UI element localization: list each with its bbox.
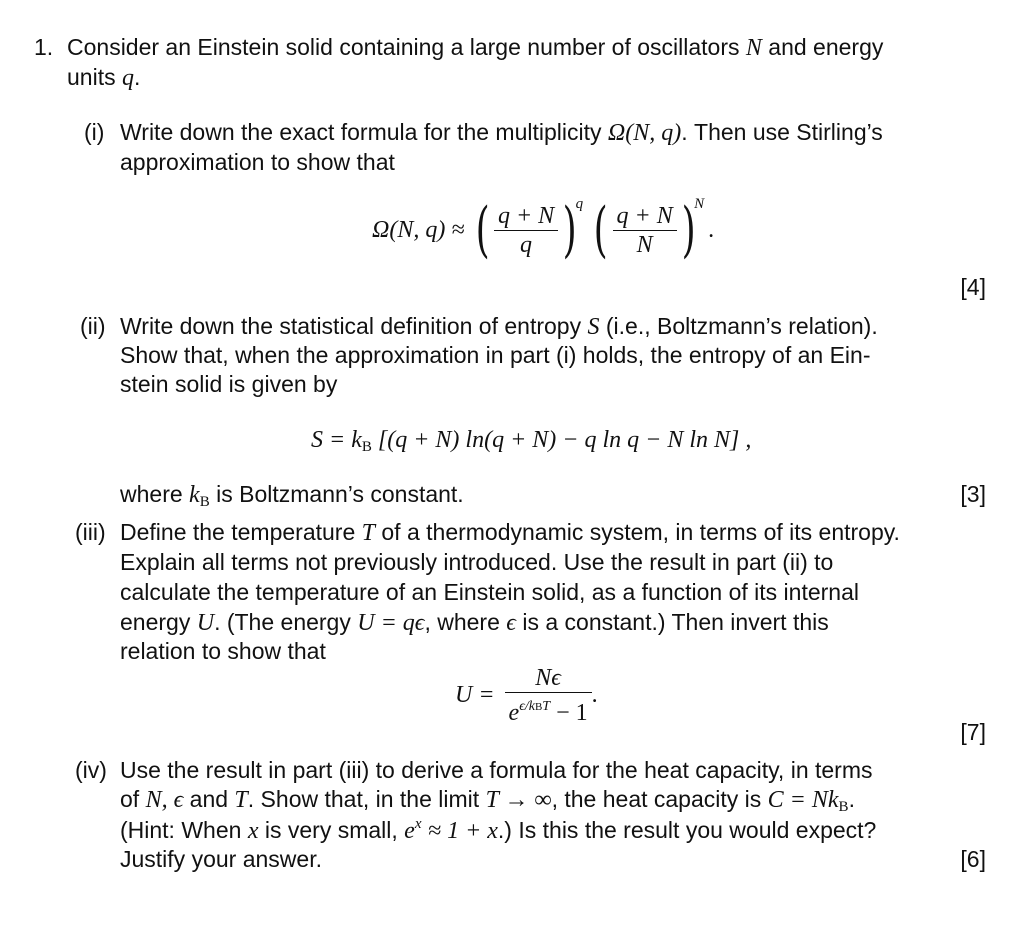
- text-span: . Then use Stirling’s: [681, 119, 883, 145]
- part-iii-line2: Explain all terms not previously introduced. Use the result in part (ii) to: [120, 549, 834, 575]
- math-U-eq: U = qϵ: [357, 610, 425, 636]
- text-span: and: [189, 786, 229, 812]
- var-x: x: [247, 818, 259, 844]
- text-span: Write down the statistical definition of entropy: [120, 313, 582, 339]
- part-i-label: (i): [84, 119, 105, 145]
- vars-N-epsilon: N, ϵ: [145, 787, 184, 813]
- text-span: Write down the exact formula for the multiplicity: [120, 119, 602, 145]
- text-span: Consider an Einstein solid containing a large number of oscillators: [67, 34, 740, 60]
- part-iii-line4: [120, 609, 829, 637]
- text-span: (i.e., Boltzmann’s relation).: [605, 313, 878, 339]
- var-N: N: [745, 35, 762, 61]
- text-span: is very small,: [264, 817, 398, 843]
- question-intro-line2: [67, 64, 140, 92]
- part-iv-label: (iv): [75, 757, 107, 783]
- text-span: .: [133, 64, 141, 90]
- exp-text: ϵ/k: [519, 699, 535, 714]
- frac1-den: q: [520, 231, 533, 258]
- frac2-den: N: [636, 231, 653, 258]
- part-iv-line4: Justify your answer.: [120, 846, 322, 872]
- eq-part-b: [(q + N) ln(q + N) − q ln q − N ln N] ,: [377, 427, 752, 453]
- part-ii-line2: Show that, when the approximation in part (i) holds, the entropy of an Ein-: [120, 342, 871, 368]
- text-span: units: [67, 64, 116, 90]
- part-ii-marks: [3]: [960, 481, 986, 507]
- var-epsilon: ϵ: [506, 610, 516, 636]
- part-iv-line3: [120, 816, 876, 845]
- frac2-num: q + N: [613, 202, 677, 231]
- left-paren: (: [593, 195, 608, 266]
- math-multiplicity: Ω(N, q): [607, 120, 682, 146]
- eq-part-a: S = k: [311, 427, 362, 453]
- exponent-1: q: [575, 196, 584, 212]
- part-iii-label: (iii): [75, 519, 106, 545]
- part-i-marks: [4]: [960, 274, 986, 300]
- exponent-2: N: [694, 196, 705, 212]
- exp-T: T: [542, 699, 551, 714]
- math-approx: ≈ 1 + x: [427, 818, 498, 844]
- text-span: , the heat capacity is: [551, 786, 762, 812]
- text-span: Define the temperature: [120, 519, 356, 545]
- text-span: . (The energy: [214, 609, 351, 635]
- fraction-1: [494, 202, 558, 259]
- part-ii-label: (ii): [80, 313, 106, 339]
- eq-sub-B: B: [361, 439, 372, 455]
- text-span: . Show that, in the limit: [247, 786, 480, 812]
- part-ii-line1: [120, 313, 878, 341]
- text-span: .) Is this the result you would expect?: [497, 817, 877, 843]
- part-iv-line2: [120, 786, 855, 816]
- math-limit: T → ∞: [485, 787, 552, 813]
- text-span: energy: [120, 609, 191, 635]
- math-exp-x: x: [414, 816, 422, 832]
- text-span: where: [120, 481, 183, 507]
- eq-lhs: Ω(N, q) ≈: [372, 216, 465, 243]
- sub-B: B: [199, 494, 210, 510]
- left-paren: (: [475, 195, 490, 266]
- den-minus-one: − 1: [556, 700, 588, 726]
- part-iii-line5: relation to show that: [120, 638, 326, 664]
- question-intro-line1: [67, 34, 883, 62]
- part-iii-equation: [455, 664, 598, 727]
- frac1-num: q + N: [494, 202, 558, 231]
- var-k: k: [189, 482, 200, 508]
- frac-den: [505, 693, 592, 727]
- part-iii-marks: [7]: [960, 719, 986, 745]
- part-iii-line3: calculate the temperature of an Einstein solid, as a function of its internal: [120, 579, 859, 605]
- den-e: e: [508, 700, 520, 726]
- part-iv-line1: Use the result in part (iii) to derive a formula for the heat capacity, in terms: [120, 757, 873, 783]
- part-i-line1: [120, 119, 883, 147]
- part-ii-equation: [311, 427, 751, 456]
- part-iv-marks: [6]: [960, 846, 986, 872]
- eq-end: .: [708, 216, 715, 243]
- var-U: U: [196, 610, 215, 636]
- part-ii-line4: [120, 481, 464, 511]
- den-exponent: [519, 699, 550, 714]
- part-iii-line1: [120, 519, 900, 547]
- part-ii-line3: stein solid is given by: [120, 371, 338, 397]
- eq-lhs: U =: [455, 682, 495, 708]
- part-i-line2: approximation to show that: [120, 149, 395, 175]
- text-span: is a constant.) Then invert this: [522, 609, 829, 635]
- text-span: .: [848, 786, 855, 812]
- text-span: and energy: [768, 34, 884, 60]
- right-paren: ): [681, 195, 696, 266]
- math-e: e: [404, 818, 415, 844]
- var-S: S: [587, 314, 600, 340]
- fraction-2: [613, 202, 677, 259]
- text-span: (Hint: When: [120, 817, 242, 843]
- text-span: of: [120, 786, 140, 812]
- var-T: T: [361, 520, 375, 546]
- question-number: 1.: [34, 34, 54, 60]
- text-span: , where: [424, 609, 500, 635]
- frac-num: Nϵ: [505, 664, 592, 693]
- sub-B: B: [838, 799, 849, 815]
- right-paren: ): [562, 195, 577, 266]
- text-span: of a thermodynamic system, in terms of its entropy.: [381, 519, 900, 545]
- fraction-U: [505, 664, 592, 727]
- text-span: is Boltzmann’s constant.: [216, 481, 464, 507]
- part-i-equation: [372, 195, 715, 266]
- math-heat-capacity: C = Nk: [767, 787, 839, 813]
- exp-sub: B: [534, 701, 543, 713]
- var-q: q: [121, 65, 134, 91]
- eq-end: .: [591, 682, 598, 708]
- var-T: T: [234, 787, 248, 813]
